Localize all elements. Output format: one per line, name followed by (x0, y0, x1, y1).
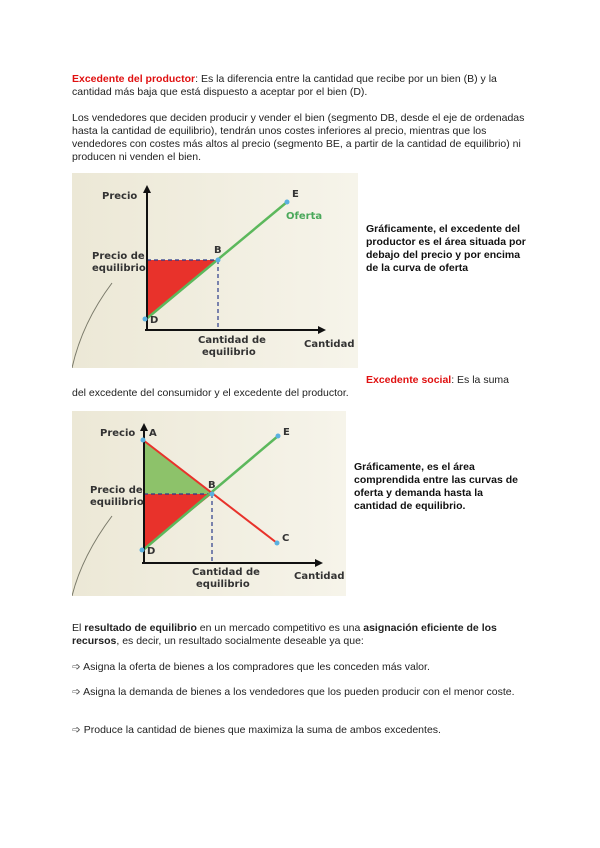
arrow-icon: ➩ (72, 661, 81, 673)
point-d (140, 548, 145, 553)
producer-surplus-term: Excedente del productor (72, 73, 196, 85)
figure2-caption: Gráficamente, es el área comprendida entre las curvas de oferta y demanda hasta la cantidad de equilibrio. (354, 461, 518, 512)
point-e (285, 200, 290, 205)
figure1-caption: Gráficamente, el excedente del productor es el área situada por debajo del precio y por encima de la curva de oferta (366, 223, 526, 274)
quantity-label-1: Cantidad de (192, 567, 260, 578)
quantity-label-2: equilibrio (202, 347, 256, 358)
arrow-icon: ➩ (72, 686, 81, 698)
x-axis-label: Cantidad (294, 571, 345, 582)
intro-mid: en un mercado competitivo es una (196, 622, 364, 634)
producer-surplus-figure (72, 173, 358, 368)
equilibrium-intro (72, 622, 532, 648)
price-label-2: equilibrio (92, 263, 146, 274)
point-a (141, 438, 146, 443)
point-a-label: A (149, 428, 157, 439)
intro-end: , es decir, un resultado socialmente deseable ya que: (116, 635, 364, 647)
point-e (276, 434, 281, 439)
point-c-label: C (282, 533, 290, 544)
intro-start: El (72, 622, 85, 634)
point-b-label: B (208, 480, 216, 491)
intro-bold-equilibrium: resultado de equilibrio (84, 622, 197, 634)
point-e-label: E (292, 189, 299, 200)
social-surplus-figure (72, 411, 346, 596)
price-label-1: Precio de (92, 251, 145, 262)
social-surplus-line1 (366, 374, 536, 387)
price-label-2: equilibrio (90, 497, 144, 508)
point-e-label: E (283, 427, 290, 438)
intro-bold-efficient: asignación eficiente de los recursos (72, 622, 497, 647)
point-d-label: D (150, 315, 159, 326)
social-surplus-line2: del excedente del consumidor y el excedente del productor. (72, 387, 349, 399)
bullet-text: Produce la cantidad de bienes que maximiza la suma de ambos excedentes. (83, 724, 441, 736)
social-surplus-term: Excedente social (366, 374, 452, 386)
point-b-label: B (214, 245, 222, 256)
list-item (72, 724, 532, 737)
list-item (72, 661, 532, 674)
x-axis-label: Cantidad (304, 339, 355, 350)
arrow-icon: ➩ (72, 724, 81, 736)
point-c (275, 541, 280, 546)
point-b (210, 492, 215, 497)
supply-label: Oferta (286, 211, 323, 222)
price-label-1: Precio de (90, 485, 143, 496)
sellers-paragraph: Los vendedores que deciden producir y vender el bien (segmento DB, desde el eje de ordenadas hasta la cantidad de equilibrio), tendrán unos costes inferiores al precio, mientras que los vendedores con costes más altos al precio (segmento BE, a partir de la cantidad de equilibrio) ni producen ni venden el bien. (72, 112, 525, 163)
quantity-label-2: equilibrio (196, 579, 250, 590)
producer-surplus-text: : Es la diferencia entre la cantidad que recibe por un bien (B) y la cantidad más baja que está dispuesto a aceptar por el bien (D). (72, 73, 497, 98)
point-d-label: D (147, 546, 156, 557)
social-surplus-text: : Es la suma (451, 374, 509, 386)
bullet-text: Asigna la oferta de bienes a los compradores que les conceden más valor. (83, 661, 430, 673)
list-item (72, 686, 532, 699)
point-b (216, 258, 221, 263)
y-axis-label: Precio (100, 428, 136, 439)
bullet-text: Asigna la demanda de bienes a los vendedores que los pueden producir con el menor coste. (83, 686, 515, 698)
point-d (143, 317, 148, 322)
y-axis-label: Precio (102, 191, 138, 202)
producer-surplus-definition (72, 73, 532, 99)
quantity-label-1: Cantidad de (198, 335, 266, 346)
